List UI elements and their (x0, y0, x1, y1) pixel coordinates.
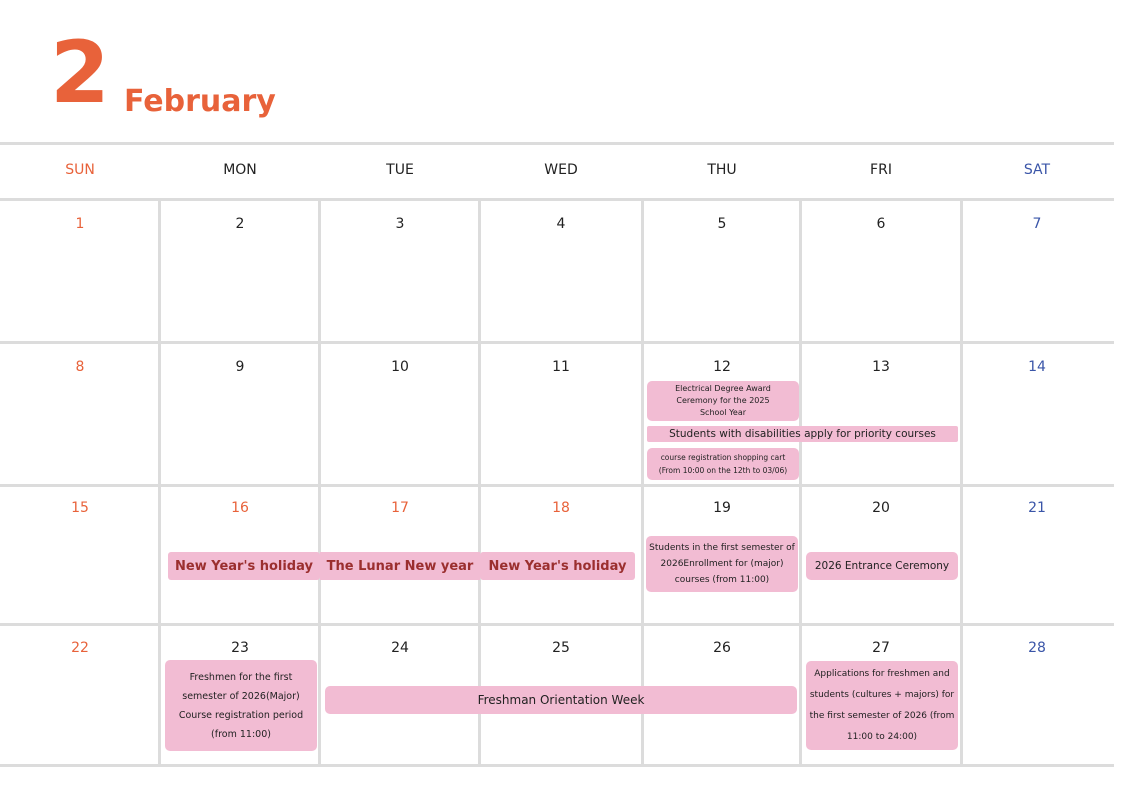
day-number[interactable]: 18 (552, 500, 570, 516)
weekday-sun: SUN (65, 162, 95, 178)
grid-line (158, 200, 161, 766)
day-number[interactable]: 23 (231, 640, 249, 656)
event-freshmen-course-registration[interactable]: Freshmen for the first semester of 2026(Major) Course registration period (from 11:00) (165, 660, 317, 751)
weekday-fri: FRI (870, 162, 892, 178)
day-number[interactable]: 13 (872, 359, 890, 375)
day-number[interactable]: 7 (1032, 216, 1042, 232)
day-number[interactable]: 4 (556, 216, 566, 232)
day-number[interactable]: 24 (391, 640, 409, 656)
weekday-mon: MON (223, 162, 257, 178)
grid-line (0, 764, 1114, 767)
month-name: February (124, 84, 276, 119)
day-number[interactable]: 14 (1028, 359, 1046, 375)
day-number[interactable]: 9 (235, 359, 245, 375)
grid-line (318, 200, 321, 766)
day-number[interactable]: 15 (71, 500, 89, 516)
grid-line (799, 200, 802, 766)
weekday-thu: THU (707, 162, 737, 178)
day-number[interactable]: 11 (552, 359, 570, 375)
grid-line (641, 200, 644, 766)
event-freshman-orientation-week[interactable]: Freshman Orientation Week (325, 686, 797, 714)
day-number[interactable]: 22 (71, 640, 89, 656)
day-number[interactable]: 6 (876, 216, 886, 232)
day-number[interactable]: 20 (872, 500, 890, 516)
day-number[interactable]: 5 (717, 216, 727, 232)
day-number[interactable]: 21 (1028, 500, 1046, 516)
grid-line (0, 484, 1114, 487)
day-number[interactable]: 27 (872, 640, 890, 656)
day-number[interactable]: 3 (395, 216, 405, 232)
event-first-semester-enrollment[interactable]: Students in the first semester of 2026Enrollment for (major) courses (from 11:00) (646, 536, 798, 592)
grid-line (478, 200, 481, 766)
weekday-wed: WED (544, 162, 578, 178)
event-electrical-degree-award[interactable]: Electrical Degree Award Ceremony for the 2025 School Year (647, 381, 799, 421)
weekday-sat: SAT (1023, 162, 1051, 178)
day-number[interactable]: 28 (1028, 640, 1046, 656)
day-number[interactable]: 1 (75, 216, 85, 232)
grid-line (0, 623, 1114, 626)
event-entrance-ceremony[interactable]: 2026 Entrance Ceremony (806, 552, 958, 580)
day-number[interactable]: 12 (713, 359, 731, 375)
month-number: 2 (50, 23, 110, 123)
day-number[interactable]: 10 (391, 359, 409, 375)
grid-line (960, 200, 963, 766)
day-number[interactable]: 19 (713, 500, 731, 516)
event-disabilities-priority-courses[interactable]: Students with disabilities apply for priority courses (647, 426, 958, 442)
event-new-year-holiday[interactable]: New Year's holiday (168, 552, 320, 580)
day-number[interactable]: 26 (713, 640, 731, 656)
weekday-tue: TUE (386, 162, 414, 178)
day-number[interactable]: 8 (75, 359, 85, 375)
day-number[interactable]: 17 (391, 500, 409, 516)
event-course-registration-cart[interactable]: course registration shopping cart (From 10:00 on the 12th to 03/06) (647, 448, 799, 480)
day-number[interactable]: 16 (231, 500, 249, 516)
grid-line (0, 341, 1114, 344)
event-new-year-holiday[interactable]: New Year's holiday (480, 552, 635, 580)
day-number[interactable]: 25 (552, 640, 570, 656)
event-lunar-new-year[interactable]: The Lunar New year (320, 552, 480, 580)
grid-line (0, 198, 1114, 201)
day-number[interactable]: 2 (235, 216, 245, 232)
grid-line (0, 142, 1114, 145)
event-applications-first-semester[interactable]: Applications for freshmen and students (cultures + majors) for the first semester of 2026 (from 11:00 to 24:00) (806, 661, 958, 750)
